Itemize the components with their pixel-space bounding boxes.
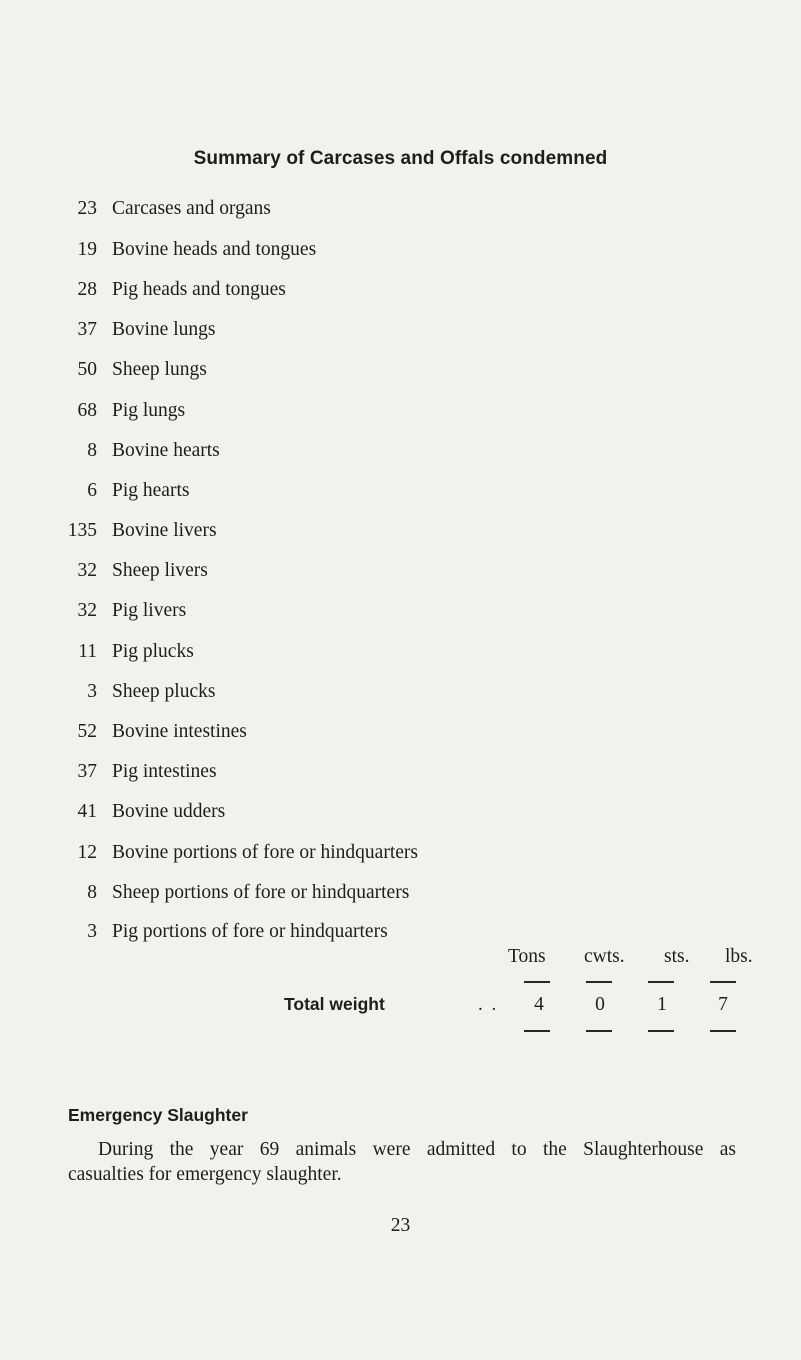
emergency-heading: Emergency Slaughter xyxy=(68,1105,248,1125)
total-sts: 1 xyxy=(657,994,667,1015)
item-count: 6 xyxy=(87,480,97,501)
header-lbs: lbs. xyxy=(725,946,753,967)
total-weight-label: Total weight xyxy=(284,994,385,1014)
rule-below-tons xyxy=(524,1030,550,1032)
header-tons: Tons xyxy=(508,946,546,967)
total-cwts: 0 xyxy=(595,994,605,1015)
item-count: 135 xyxy=(67,520,97,541)
page-number: 23 xyxy=(390,1215,411,1236)
item-label: Pig intestines xyxy=(112,761,217,782)
item-label: Sheep livers xyxy=(112,560,208,581)
rule-below-cwts xyxy=(586,1030,612,1032)
total-tons: 4 xyxy=(534,994,544,1015)
item-count: 37 xyxy=(77,761,97,782)
item-label: Sheep portions of fore or hindquarters xyxy=(112,882,410,903)
item-label: Bovine udders xyxy=(112,801,226,822)
item-label: Bovine livers xyxy=(112,520,217,541)
rule-above-sts xyxy=(648,981,674,983)
item-count: 19 xyxy=(77,239,97,260)
item-count: 11 xyxy=(78,641,97,662)
item-label: Bovine intestines xyxy=(112,721,247,742)
item-count: 50 xyxy=(77,359,97,380)
item-label: Bovine portions of fore or hindquarters xyxy=(112,842,418,863)
item-count: 52 xyxy=(77,721,97,742)
item-label: Pig lungs xyxy=(112,400,186,421)
item-count: 23 xyxy=(77,198,97,219)
item-count: 41 xyxy=(77,801,97,822)
item-label: Bovine lungs xyxy=(112,319,216,340)
rule-above-tons xyxy=(524,981,550,983)
item-label: Bovine heads and tongues xyxy=(112,239,317,260)
item-count: 3 xyxy=(87,921,97,942)
rule-below-lbs xyxy=(710,1030,736,1032)
item-count: 3 xyxy=(87,681,97,702)
item-count: 32 xyxy=(77,560,97,581)
item-label: Pig hearts xyxy=(112,480,190,501)
total-lbs: 7 xyxy=(718,994,728,1015)
emergency-paragraph xyxy=(68,1137,736,1187)
rule-below-sts xyxy=(648,1030,674,1032)
header-cwts: cwts. xyxy=(584,946,625,967)
item-count: 8 xyxy=(87,440,97,461)
item-count: 12 xyxy=(77,842,97,863)
item-label: Sheep lungs xyxy=(112,359,207,380)
item-label: Pig heads and tongues xyxy=(112,279,286,300)
rule-above-lbs xyxy=(710,981,736,983)
item-label: Carcases and organs xyxy=(112,198,271,219)
item-count: 68 xyxy=(77,400,97,421)
page-title: Summary of Carcases and Offals condemned xyxy=(193,148,608,169)
dot-leader: . . xyxy=(478,994,499,1015)
item-label: Pig livers xyxy=(112,600,187,621)
item-count: 37 xyxy=(77,319,97,340)
item-label: Sheep plucks xyxy=(112,681,216,702)
item-label: Pig plucks xyxy=(112,641,194,662)
item-label: Pig portions of fore or hindquarters xyxy=(112,921,388,942)
paragraph-line-2: casualties for emergency slaughter. xyxy=(68,1164,342,1185)
item-label: Bovine hearts xyxy=(112,440,220,461)
item-count: 28 xyxy=(77,279,97,300)
item-count: 8 xyxy=(87,882,97,903)
header-sts: sts. xyxy=(664,946,690,967)
item-count: 32 xyxy=(77,600,97,621)
paragraph-line-1: During the year 69 animals were admitted to the Slaughterhouse as xyxy=(98,1139,736,1160)
rule-above-cwts xyxy=(586,981,612,983)
